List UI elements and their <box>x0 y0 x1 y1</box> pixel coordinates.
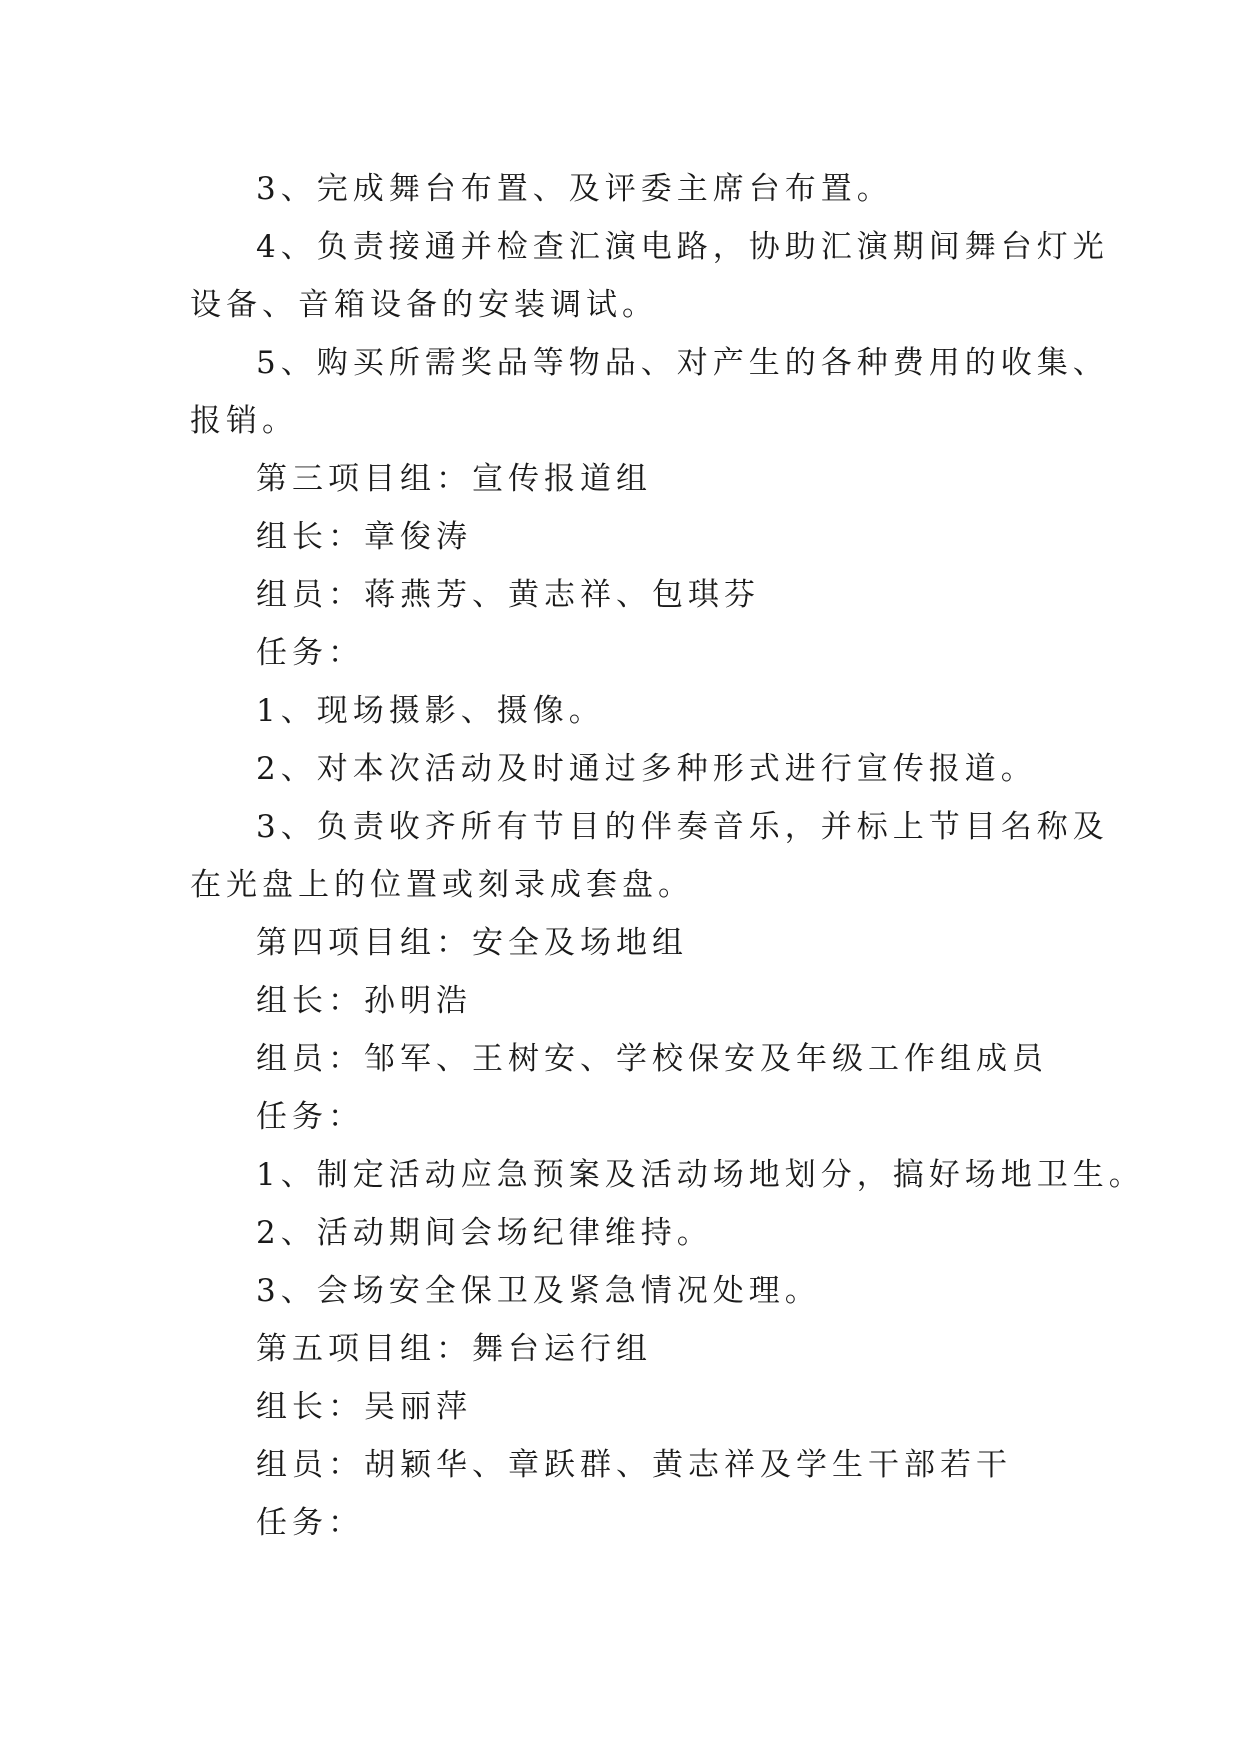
document-body <box>190 160 1145 1552</box>
task-4-circuit-line2: 设备、音箱设备的安装调试。 <box>190 287 658 323</box>
group-3-heading: 第三项目组：宣传报道组 <box>256 461 652 497</box>
group-3-leader: 组长：章俊涛 <box>256 519 472 555</box>
task-4-circuit-line1: 4、负责接通并检查汇演电路，协助汇演期间舞台灯光 <box>256 229 1109 265</box>
group-5-heading: 第五项目组：舞台运行组 <box>256 1331 652 1367</box>
group-3-members: 组员：蒋燕芳、黄志祥、包琪芬 <box>256 577 760 613</box>
group-4-heading: 第四项目组：安全及场地组 <box>256 925 688 961</box>
group-3-task-2: 2、对本次活动及时通过多种形式进行宣传报道。 <box>256 751 1037 787</box>
group-3-tasks-label: 任务： <box>256 635 364 671</box>
group-5-leader: 组长：吴丽萍 <box>256 1389 472 1425</box>
group-3-task-3-line2: 在光盘上的位置或刻录成套盘。 <box>190 867 694 903</box>
group-4-task-3: 3、会场安全保卫及紧急情况处理。 <box>256 1273 821 1309</box>
task-5-purchase-line2: 报销。 <box>190 403 298 439</box>
group-4-members: 组员：邹军、王树安、学校保安及年级工作组成员 <box>256 1041 1048 1077</box>
group-5-members: 组员：胡颖华、章跃群、黄志祥及学生干部若干 <box>256 1447 1012 1483</box>
task-5-purchase-line1: 5、购买所需奖品等物品、对产生的各种费用的收集、 <box>256 345 1109 381</box>
group-3-task-1: 1、现场摄影、摄像。 <box>256 693 605 729</box>
group-4-tasks-label: 任务： <box>256 1099 364 1135</box>
group-5-tasks-label: 任务： <box>256 1505 364 1541</box>
task-3-stage-setup: 3、完成舞台布置、及评委主席台布置。 <box>256 171 893 207</box>
group-4-leader: 组长：孙明浩 <box>256 983 472 1019</box>
group-4-task-2: 2、活动期间会场纪律维持。 <box>256 1215 713 1251</box>
group-3-task-3-line1: 3、负责收齐所有节目的伴奏音乐，并标上节目名称及 <box>256 809 1109 845</box>
group-4-task-1: 1、制定活动应急预案及活动场地划分，搞好场地卫生。 <box>256 1157 1145 1193</box>
